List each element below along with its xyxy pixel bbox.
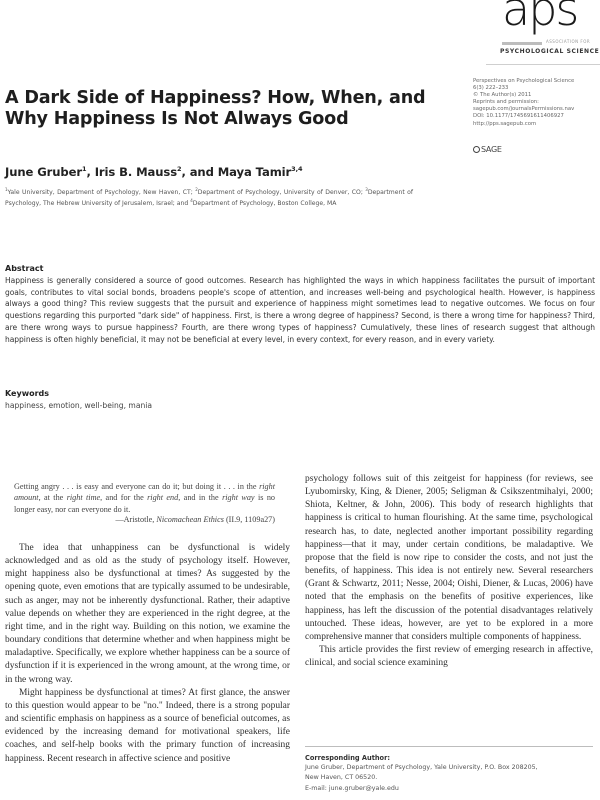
quote-segment: Getting angry . . . is easy and everyone can do it; but doing it . . . in the: [14, 482, 260, 491]
corresponding-author-details: [305, 763, 595, 794]
quote-segment: , and for the: [100, 493, 148, 503]
affil-sup: 3: [365, 187, 368, 192]
header-divider: [486, 64, 600, 65]
author-affil-sup: 2: [177, 165, 182, 174]
corresponding-author-heading: Corresponding Author:: [305, 754, 390, 762]
logo-text: aps: [502, 0, 578, 36]
body-paragraph: Might happiness be dysfunctional at times? At first glance, the answer to this question would appear to be "no." Indeed, there is a strong popular and scientific emphasis on happiness as a source of beneficial outcomes, as evidenced by the increasing demand for motivational speakers, life coaches, and self-help books with the primary function of increasing happiness. Recent research in affective science and positive: [5, 687, 290, 764]
body-column-right: [305, 473, 593, 670]
quote-segment: , and in the: [178, 493, 223, 503]
sage-text: SAGE: [481, 145, 502, 154]
attribution-work: Nicomachean Ethics: [156, 515, 224, 524]
affiliation: Yale University, Department of Psychology, New Haven, CT;: [7, 189, 196, 197]
affiliation: Department of Psychology, Boston College, MA: [192, 199, 337, 207]
author-affil-sup: 3,4: [291, 165, 303, 174]
body-column-left: [5, 542, 290, 766]
quote-emphasis: right amount: [14, 482, 275, 503]
journal-name: Perspectives on Psychological Science: [473, 78, 575, 84]
quote-segment: , at the: [38, 493, 67, 503]
abstract-text: Happiness is generally considered a source of good outcomes. Research has highlighted the ways in which happiness facilitates the pursuit of important goals, contributes to vital social bonds, broadens people's scope of attention, and increases well-being and psychological health. However, is happiness always a good thing? This review suggests that the pursuit and experience of happiness might sometimes lead to negative outcomes. We focus on four questions regarding this purported "dark side" of happiness. First, is there a wrong degree of happiness? Second, is there a wrong time for happiness? Third, are there wrong ways to pursue happiness? Fourth, are there wrong types of happiness? Cumulatively, these lines of research suggest that although happiness is often highly beneficial, it may not be beneficial at every level, in every context, for every reason, and in every variety.: [5, 276, 595, 344]
affil-sup: 2: [195, 187, 198, 192]
footnote-divider: [305, 746, 593, 747]
sage-logo: [473, 145, 502, 154]
quote-emphasis: right way: [222, 493, 255, 503]
body-paragraph: The idea that unhappiness can be dysfunctional is widely acknowledged and as old as the study of psychology itself. However, might happiness also be dysfunctional at times? As suggested by the opening quote, even emotions that are typically assumed to be undesirable, such as anger, may not be inherently dysfunctional. Rather, their adaptive value depends on whether they are experienced in the right degree, at the right time, and in the right way. Building on this notion, we examine the boundary conditions that determine whether and when happiness might be maladaptive. Specifically, we explore whether happiness can be a source of dysfunction if it is experienced in the wrong amount, at the wrong time, or in the wrong way.: [5, 543, 290, 685]
reprints-link[interactable]: sagepub.com/journalsPermissions.nav: [473, 106, 575, 113]
body-paragraph: psychology follows suit of this zeitgeist for happiness (for reviews, see Lyubomirsky, King, & Diener, 2005; Seligman & Csikszentmihalyi, 2000; Shiota, Keltner, & John, 2006). This body of research highlights that happiness is critical to human flourishing. At the same time, psychological research has, to date, neglected another important possibility regarding happiness—that it may, under certain conditions, be maladaptive. We propose that the field is now ripe to consider the costs, and not just the benefits, of happiness. This idea is not entirely new. Several researchers (Grant & Schwartz, 2011; Nesse, 2004; Oishi, Diener, & Lucas, 2006) have noted that the emphasis on the benefits of positive experiences, like happiness, has left the discussion of the potential disadvantages relatively untouched. These ideas, however, are yet to be explored in a more comprehensive manner that considers multiple components of happiness.: [305, 474, 593, 642]
quote-segment: is no longer easy, nor can everyone do it.: [14, 493, 276, 514]
aps-logo: [500, 0, 600, 58]
corresponding-address: June Gruber, Department of Psychology, Yale University, P.O. Box 208205,: [305, 764, 538, 771]
affil-sup: 1: [5, 187, 8, 192]
affiliation: Department of Psychology, The Hebrew University of Jerusalem, Israel; and: [5, 189, 413, 207]
journal-info: [473, 78, 600, 128]
reprints-label: Reprints and permission:: [473, 99, 539, 106]
quote-emphasis: right time: [66, 493, 101, 503]
author-separator: , and: [181, 165, 218, 179]
epigraph-attribution: [14, 515, 275, 524]
abstract-heading: Abstract: [5, 264, 44, 273]
article-title: A Dark Side of Happiness? How, When, and Why Happiness Is Not Always Good: [5, 88, 426, 129]
corresponding-city: New Haven, CT 06520.: [305, 774, 378, 782]
keywords-text: happiness, emotion, well-being, mania: [5, 401, 153, 410]
author-separator: ,: [86, 165, 95, 179]
corresponding-email[interactable]: E-mail: june.gruber@yale.edu: [305, 784, 399, 792]
body-paragraph: This article provides the first review of emerging research in affective, clinical, and social science examining: [305, 645, 593, 669]
affiliation: Department of Psychology, University of Denver, CO;: [197, 189, 366, 197]
affiliations: [5, 186, 413, 207]
logo-association-text: ASSOCIATION FOR: [546, 39, 591, 44]
quote-emphasis: right end: [147, 493, 179, 503]
logo-society-name: PSYCHOLOGICAL SCIENCE: [500, 48, 600, 55]
attribution-ref: (II.9, 1109a27): [223, 515, 275, 524]
doi[interactable]: DOI: 10.1177/1745691611406927: [473, 113, 564, 120]
journal-url[interactable]: http://pps.sagepub.com: [473, 120, 537, 127]
author-name: Maya Tamir: [217, 165, 292, 179]
epigraph-quote: [14, 481, 275, 515]
sage-mark-icon: [473, 146, 480, 153]
attribution-author: —Aristotle,: [115, 515, 157, 524]
author-name: Iris B. Mauss: [94, 165, 178, 179]
copyright: © The Author(s) 2011: [473, 92, 532, 99]
author-name: June Gruber: [5, 165, 82, 179]
keywords-heading: Keywords: [5, 389, 50, 398]
author-list: [5, 165, 302, 179]
author-affil-sup: 1: [82, 165, 87, 174]
journal-volume: 6(3) 222–233: [473, 85, 509, 92]
logo-bar: [502, 42, 542, 45]
affil-sup: 4: [190, 197, 193, 203]
